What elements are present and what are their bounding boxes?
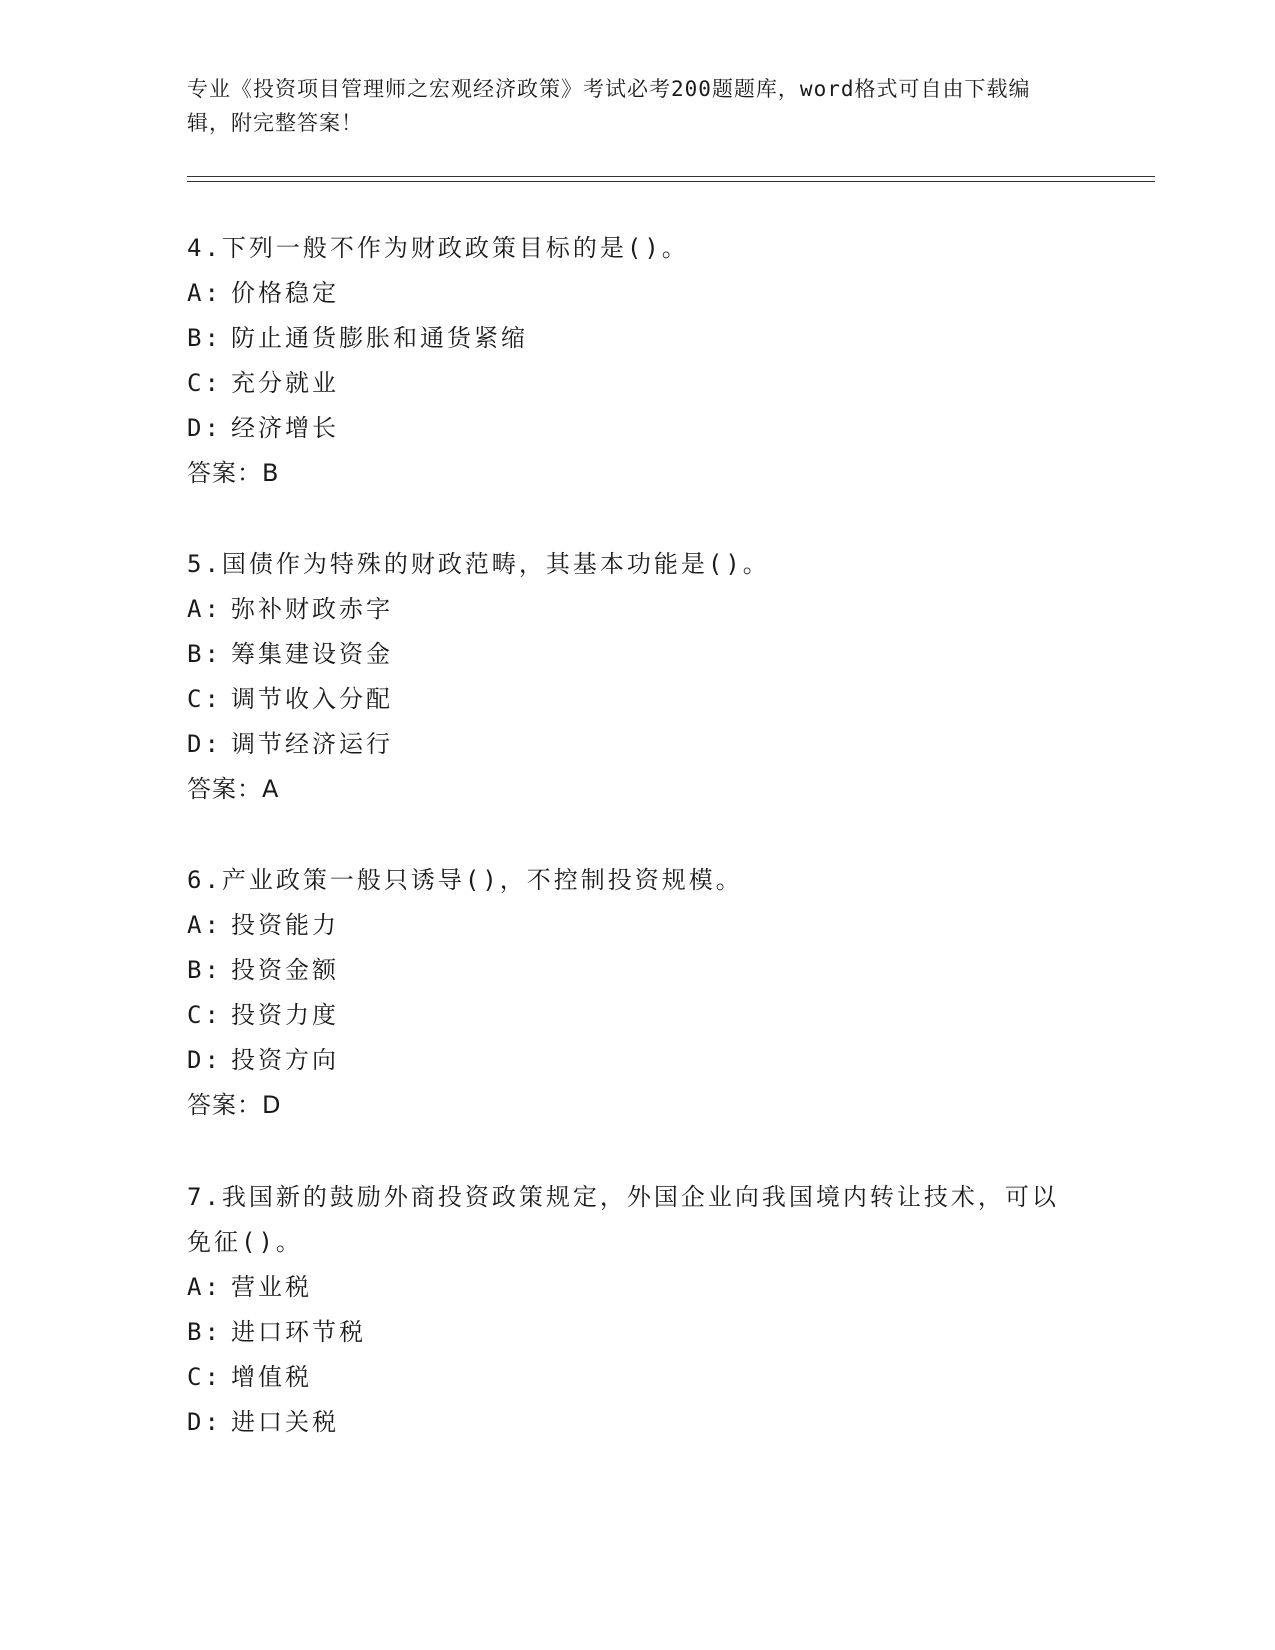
option-b — [187, 1310, 1087, 1355]
answer: 答案：A — [187, 775, 280, 803]
option-text: 营业税 — [231, 1273, 312, 1301]
header-divider-top — [187, 176, 1155, 177]
option-c — [187, 361, 1087, 406]
option-a — [187, 1265, 1087, 1310]
option-text: 充分就业 — [231, 369, 339, 397]
option-letter: A: — [187, 279, 222, 307]
option-c — [187, 993, 1087, 1038]
option-text: 投资方向 — [231, 1046, 339, 1074]
question-5 — [187, 542, 1087, 812]
question-6 — [187, 858, 1087, 1128]
option-letter: D: — [187, 1046, 222, 1074]
header-divider-bottom — [187, 181, 1155, 182]
option-a — [187, 587, 1087, 632]
option-text: 弥补财政赤字 — [231, 595, 393, 623]
document-header: 专业《投资项目管理师之宏观经济政策》考试必考200题题库，word格式可自由下载编辑，附完整答案！ — [187, 77, 1031, 135]
option-d — [187, 1400, 1087, 1445]
option-text: 调节经济运行 — [231, 730, 393, 758]
question-4 — [187, 226, 1087, 496]
option-text: 经济增长 — [231, 414, 339, 442]
option-b — [187, 632, 1087, 677]
question-stem: 4.下列一般不作为财政政策目标的是()。 — [187, 234, 689, 262]
option-b — [187, 316, 1087, 361]
option-text: 进口环节税 — [231, 1318, 366, 1346]
option-b — [187, 948, 1087, 993]
option-letter: A: — [187, 1273, 222, 1301]
option-letter: C: — [187, 685, 222, 713]
option-d — [187, 1038, 1087, 1083]
option-text: 防止通货膨胀和通货紧缩 — [231, 324, 528, 352]
option-d — [187, 406, 1087, 451]
option-letter: D: — [187, 414, 222, 442]
question-stem: 7.我国新的鼓励外商投资政策规定，外国企业向我国境内转让技术，可以免征()。 — [187, 1183, 1059, 1256]
option-c — [187, 1355, 1087, 1400]
option-c — [187, 677, 1087, 722]
option-a — [187, 271, 1087, 316]
option-letter: B: — [187, 640, 222, 668]
option-letter: C: — [187, 1001, 222, 1029]
question-7 — [187, 1175, 1087, 1445]
option-letter: D: — [187, 1408, 222, 1436]
option-d — [187, 722, 1087, 767]
option-text: 投资金额 — [231, 956, 339, 984]
option-text: 进口关税 — [231, 1408, 339, 1436]
option-letter: D: — [187, 730, 222, 758]
option-text: 投资能力 — [231, 911, 339, 939]
option-text: 调节收入分配 — [231, 685, 393, 713]
option-text: 价格稳定 — [231, 279, 339, 307]
option-letter: B: — [187, 956, 222, 984]
option-letter: A: — [187, 911, 222, 939]
answer: 答案：B — [187, 459, 280, 487]
option-letter: A: — [187, 595, 222, 623]
answer: 答案：D — [187, 1091, 282, 1119]
option-text: 增值税 — [231, 1363, 312, 1391]
question-stem: 5.国债作为特殊的财政范畴，其基本功能是()。 — [187, 550, 770, 578]
option-letter: B: — [187, 1318, 222, 1346]
option-text: 投资力度 — [231, 1001, 339, 1029]
option-text: 筹集建设资金 — [231, 640, 393, 668]
option-letter: C: — [187, 369, 222, 397]
option-letter: B: — [187, 324, 222, 352]
question-stem: 6.产业政策一般只诱导()，不控制投资规模。 — [187, 866, 743, 894]
option-a — [187, 903, 1087, 948]
option-letter: C: — [187, 1363, 222, 1391]
